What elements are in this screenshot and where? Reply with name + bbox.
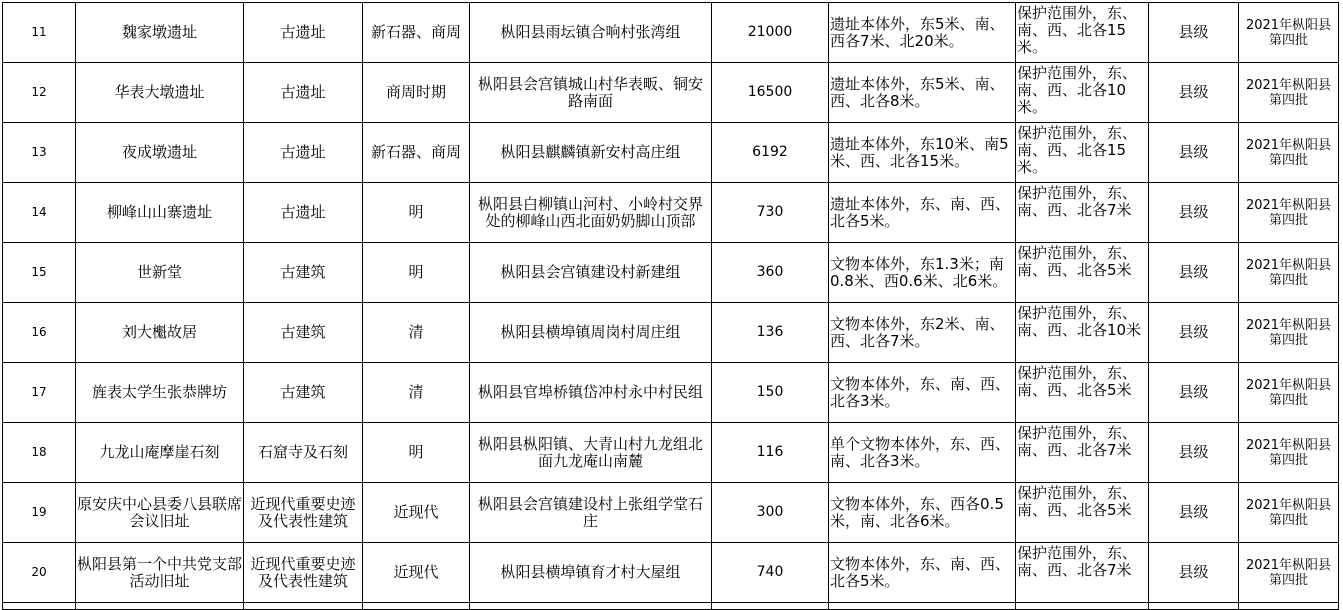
cell-era: 新石器、商周 bbox=[363, 123, 470, 183]
cell-protection-range: 遗址本体外，东5米、南、西各7米、北20米。 bbox=[829, 3, 1016, 63]
cell-era: 清 bbox=[363, 363, 470, 423]
cell-category: 古建筑 bbox=[244, 363, 363, 423]
cell-batch: 2021年枞阳县第四批 bbox=[1239, 183, 1339, 243]
cell-level: 县级 bbox=[1149, 423, 1239, 483]
cell-level: 县级 bbox=[1149, 3, 1239, 63]
cell-level: 县级 bbox=[1149, 123, 1239, 183]
table-row bbox=[3, 303, 1339, 363]
table-row bbox=[3, 123, 1339, 183]
cell-number: 19 bbox=[3, 483, 76, 543]
cell-control-zone bbox=[1016, 183, 1149, 243]
cell-control-zone-text: 保护范围外，东、南、西、北各10米。 bbox=[1017, 64, 1138, 116]
cell-control-zone-text: 保护范围外，东、南、西、北各10米 bbox=[1017, 304, 1142, 339]
table-row bbox=[3, 483, 1339, 543]
table-row bbox=[3, 183, 1339, 243]
cell-batch: 2021年枞阳县第四批 bbox=[1239, 423, 1339, 483]
cell-batch: 2021年枞阳县第四批 bbox=[1239, 63, 1339, 123]
cell-site-name: 刘大櫆故居 bbox=[76, 303, 244, 363]
cell-batch: 2021年枞阳县第四批 bbox=[1239, 543, 1339, 603]
cell-control-zone-text: 保护范围外，东、南、西、北各7米 bbox=[1017, 184, 1138, 219]
cell-site-name: 九龙山庵摩崖石刻 bbox=[76, 423, 244, 483]
cell-control-zone-text: 保护范围外，东、南、西、北各5米 bbox=[1017, 484, 1138, 519]
cell-protection-range: 遗址本体外，东5米、南、西、北各8米。 bbox=[829, 63, 1016, 123]
cell-category: 近现代重要史迹及代表性建筑 bbox=[244, 543, 363, 603]
cell-batch: 2021年枞阳县第四批 bbox=[1239, 243, 1339, 303]
cell-category: 古建筑 bbox=[244, 243, 363, 303]
heritage-sites-table bbox=[2, 2, 1339, 610]
cell-batch: 2021年枞阳县第四批 bbox=[1239, 363, 1339, 423]
cell-era: 明 bbox=[363, 243, 470, 303]
cell-protection-range: 文物本体外，东、南、西、北各3米。 bbox=[829, 363, 1016, 423]
cell-location: 枞阳县枞阳镇、大青山村九龙组北面九龙庵山南麓 bbox=[470, 423, 712, 483]
cell-control-zone bbox=[1016, 243, 1149, 303]
cell-site-name: 世新堂 bbox=[76, 243, 244, 303]
cell-number: 14 bbox=[3, 183, 76, 243]
cell-category: 古建筑 bbox=[244, 303, 363, 363]
cell-category: 近现代重要史迹及代表性建筑 bbox=[244, 483, 363, 543]
cell-era: 明 bbox=[363, 423, 470, 483]
cell-control-zone bbox=[1016, 543, 1149, 603]
cell-site-name: 旌表太学生张恭牌坊 bbox=[76, 363, 244, 423]
cell-level: 县级 bbox=[1149, 303, 1239, 363]
cell-batch: 2021年枞阳县第四批 bbox=[1239, 123, 1339, 183]
cell-location: 枞阳县会宫镇建设村上张组学堂石庄 bbox=[470, 483, 712, 543]
cell-era: 清 bbox=[363, 303, 470, 363]
cell-era: 近现代 bbox=[363, 543, 470, 603]
cell-control-zone bbox=[1016, 63, 1149, 123]
cell-level: 县级 bbox=[1149, 243, 1239, 303]
cell-location: 枞阳县会宫镇城山村华表畈、铜安路南面 bbox=[470, 63, 712, 123]
cell-site-name: 柳峰山山寨遗址 bbox=[76, 183, 244, 243]
table-row bbox=[3, 543, 1339, 603]
cell-area: 360 bbox=[712, 243, 829, 303]
cell-batch: 2021年枞阳县第四批 bbox=[1239, 303, 1339, 363]
cell-control-zone bbox=[1016, 363, 1149, 423]
cell-protection-range: 文物本体外，东、南、西、北各5米。 bbox=[829, 543, 1016, 603]
cell-batch: 2021年枞阳县第四批 bbox=[1239, 3, 1339, 63]
cell-area: 150 bbox=[712, 363, 829, 423]
cell-protection-range: 遗址本体外，东10米、南5米、西、北各15米。 bbox=[829, 123, 1016, 183]
cell-area: 136 bbox=[712, 303, 829, 363]
cell-level: 县级 bbox=[1149, 183, 1239, 243]
cell-control-zone-text: 保护范围外，东、南、西、北各7米 bbox=[1017, 424, 1138, 459]
cell-area: 300 bbox=[712, 483, 829, 543]
cell-site-name: 华表大墩遗址 bbox=[76, 63, 244, 123]
table-row bbox=[3, 363, 1339, 423]
cell-control-zone-text: 保护范围外，东、南、西、北各5米 bbox=[1017, 244, 1138, 279]
cell-control-zone-text: 保护范围外，东、南、西、北各7米 bbox=[1017, 544, 1138, 579]
table-row-partial bbox=[3, 603, 1339, 610]
cell-era: 明 bbox=[363, 183, 470, 243]
cell-location: 枞阳县横埠镇周岗村周庄组 bbox=[470, 303, 712, 363]
cell-protection-range: 文物本体外，东2米、南、西、北各7米。 bbox=[829, 303, 1016, 363]
cell-category: 古遗址 bbox=[244, 123, 363, 183]
table-row bbox=[3, 63, 1339, 123]
cell-category: 石窟寺及石刻 bbox=[244, 423, 363, 483]
cell-area: 116 bbox=[712, 423, 829, 483]
cell-site-name: 原安庆中心县委八县联席会议旧址 bbox=[76, 483, 244, 543]
cell-location: 枞阳县麒麟镇新安村高庄组 bbox=[470, 123, 712, 183]
cell-control-zone bbox=[1016, 303, 1149, 363]
cell-number: 11 bbox=[3, 3, 76, 63]
table-row bbox=[3, 243, 1339, 303]
cell-protection-range: 单个文物本体外，东、西、南、北各3米。 bbox=[829, 423, 1016, 483]
cell-area: 16500 bbox=[712, 63, 829, 123]
cell-number: 13 bbox=[3, 123, 76, 183]
cell-protection-range: 文物本体外，东1.3米；南0.8米、西0.6米、北6米。 bbox=[829, 243, 1016, 303]
cell-area: 6192 bbox=[712, 123, 829, 183]
cell-area: 730 bbox=[712, 183, 829, 243]
cell-era: 新石器、商周 bbox=[363, 3, 470, 63]
table-row bbox=[3, 3, 1339, 63]
cell-control-zone-text: 保护范围外，东、南、西、北各15米。 bbox=[1017, 124, 1138, 176]
cell-location: 枞阳县白柳镇山河村、小岭村交界处的柳峰山西北面奶奶脚山顶部 bbox=[470, 183, 712, 243]
cell-control-zone bbox=[1016, 483, 1149, 543]
table-row bbox=[3, 423, 1339, 483]
cell-site-name: 夜成墩遗址 bbox=[76, 123, 244, 183]
cell-number: 20 bbox=[3, 543, 76, 603]
cell-control-zone-text: 保护范围外，东、南、西、北各15米。 bbox=[1017, 4, 1138, 56]
cell-number: 12 bbox=[3, 63, 76, 123]
cell-level: 县级 bbox=[1149, 363, 1239, 423]
cell-protection-range: 文物本体外，东、西各0.5米，南、北各6米。 bbox=[829, 483, 1016, 543]
cell-era: 商周时期 bbox=[363, 63, 470, 123]
cell-number: 17 bbox=[3, 363, 76, 423]
cell-control-zone-text: 保护范围外，东、南、西、北各5米 bbox=[1017, 364, 1138, 399]
cell-level: 县级 bbox=[1149, 483, 1239, 543]
cell-location: 枞阳县雨坛镇合响村张湾组 bbox=[470, 3, 712, 63]
cell-location: 枞阳县官埠桥镇岱冲村永中村民组 bbox=[470, 363, 712, 423]
cell-number: 16 bbox=[3, 303, 76, 363]
cell-level: 县级 bbox=[1149, 63, 1239, 123]
cell-area: 21000 bbox=[712, 3, 829, 63]
cell-control-zone bbox=[1016, 423, 1149, 483]
cell-area: 740 bbox=[712, 543, 829, 603]
cell-protection-range: 遗址本体外，东、南、西、北各5米。 bbox=[829, 183, 1016, 243]
cell-site-name: 枞阳县第一个中共党支部活动旧址 bbox=[76, 543, 244, 603]
cell-control-zone bbox=[1016, 123, 1149, 183]
cell-number: 15 bbox=[3, 243, 76, 303]
cell-batch: 2021年枞阳县第四批 bbox=[1239, 483, 1339, 543]
cell-location: 枞阳县会宫镇建设村新建组 bbox=[470, 243, 712, 303]
cell-site-name: 魏家墩遗址 bbox=[76, 3, 244, 63]
cell-number: 18 bbox=[3, 423, 76, 483]
cell-control-zone bbox=[1016, 3, 1149, 63]
cell-category: 古遗址 bbox=[244, 63, 363, 123]
cell-era: 近现代 bbox=[363, 483, 470, 543]
cell-location: 枞阳县横埠镇育才村大屋组 bbox=[470, 543, 712, 603]
cell-category: 古遗址 bbox=[244, 183, 363, 243]
cell-category: 古遗址 bbox=[244, 3, 363, 63]
cell-level: 县级 bbox=[1149, 543, 1239, 603]
table-body bbox=[3, 3, 1339, 603]
